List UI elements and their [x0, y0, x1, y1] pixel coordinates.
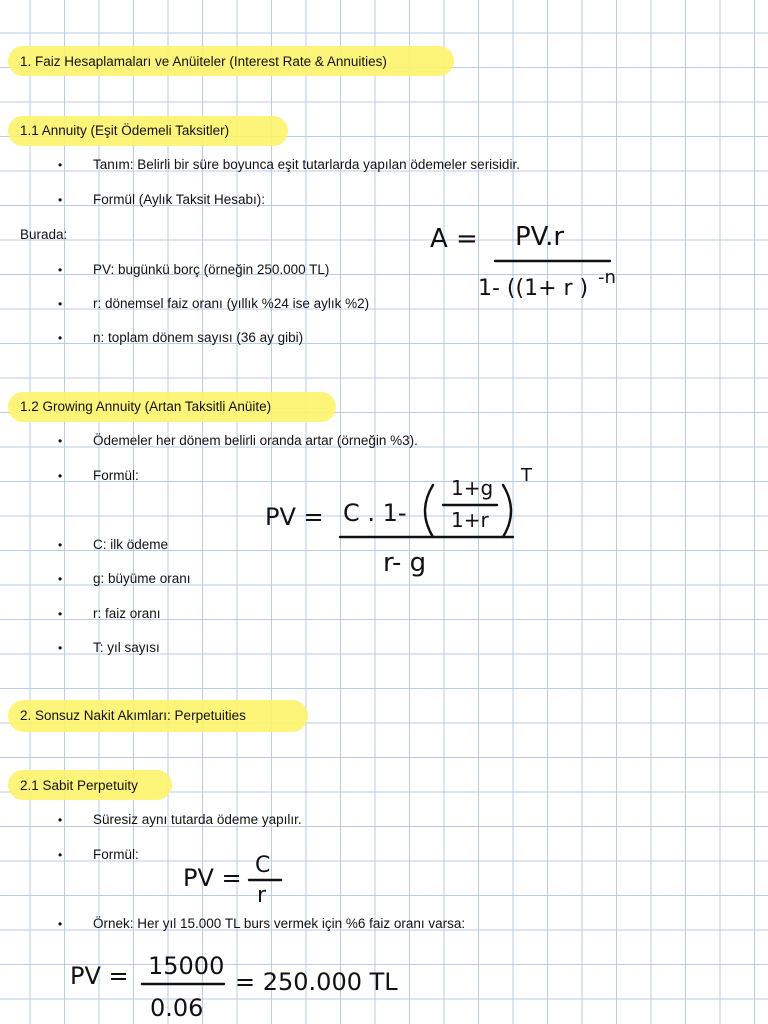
list-item: Formül:	[93, 468, 139, 483]
list-item: r: faiz oranı	[93, 606, 161, 621]
list-item: Tanım: Belirli bir süre boyunca eşit tutarlarda yapılan ödemeler serisidir.	[93, 157, 520, 172]
inner-denominator: 1+r	[451, 508, 489, 532]
bullet: •	[58, 434, 63, 448]
list-item: Örnek: Her yıl 15.000 TL burs vermek için %6 faiz oranı varsa:	[93, 916, 466, 931]
example-denominator: 0.06	[150, 994, 204, 1022]
bullet: •	[58, 193, 63, 207]
formula-numerator: PV.r	[515, 222, 565, 252]
bullet: •	[58, 607, 63, 621]
right-paren	[503, 485, 511, 537]
example-lhs: PV =	[70, 962, 129, 990]
bullet: •	[58, 813, 63, 827]
formula-c-term: C . 1-	[343, 499, 407, 527]
list-item: g: büyüme oranı	[93, 571, 191, 586]
formula-denominator: r- g	[383, 548, 427, 578]
bullet: •	[58, 848, 63, 862]
burada-label: Burada:	[20, 227, 68, 242]
bullet: •	[58, 538, 63, 552]
bullet: •	[58, 917, 63, 931]
example-result: = 250.000 TL	[235, 968, 398, 996]
list-item: Süresiz aynı tutarda ödeme yapılır.	[93, 812, 302, 827]
formula-denominator: 1- ((1+ r )	[478, 276, 589, 301]
bullet: •	[58, 572, 63, 586]
perpetuity-formula	[183, 850, 303, 910]
formula-lhs: PV =	[265, 503, 324, 531]
perpetuity-example	[70, 950, 430, 1022]
formula-lhs: PV =	[183, 864, 242, 892]
formula-lhs: A =	[430, 224, 478, 254]
bullet: •	[58, 263, 63, 277]
heading-annuity: 1.1 Annuity (Eşit Ödemeli Taksitler)	[20, 123, 230, 138]
heading-interest-annuities: 1. Faiz Hesaplamaları ve Anüiteler (Interest Rate & Annuities)	[20, 54, 387, 69]
bullet: •	[58, 641, 63, 655]
formula-exponent: -n	[598, 267, 616, 288]
formula-numerator: C	[255, 853, 271, 878]
list-item: Formül:	[93, 847, 139, 862]
list-item: PV: bugünkü borç (örneğin 250.000 TL)	[93, 262, 330, 277]
example-numerator: 15000	[148, 952, 225, 980]
bullet: •	[58, 469, 63, 483]
heading-growing-annuity: 1.2 Growing Annuity (Artan Taksitli Anüite)	[20, 399, 272, 414]
annuity-formula	[430, 215, 630, 305]
heading-constant-perpetuity: 2.1 Sabit Perpetuity	[20, 778, 138, 793]
bullet: •	[58, 158, 63, 172]
formula-exponent: T	[521, 465, 532, 486]
list-item: Ödemeler her dönem belirli oranda artar (örneğin %3).	[93, 433, 418, 448]
list-item: n: toplam dönem sayısı (36 ay gibi)	[93, 330, 304, 345]
inner-numerator: 1+g	[451, 476, 494, 500]
list-item: T: yıl sayısı	[93, 640, 160, 655]
heading-perpetuities: 2. Sonsuz Nakit Akımları: Perpetuities	[20, 708, 246, 723]
bullet: •	[58, 297, 63, 311]
formula-denominator: r	[257, 883, 267, 908]
list-item: r: dönemsel faiz oranı (yıllık %24 ise aylık %2)	[93, 296, 370, 311]
list-item: C: ilk ödeme	[93, 537, 169, 552]
growing-annuity-formula	[265, 465, 545, 580]
bullet: •	[58, 331, 63, 345]
list-item: Formül (Aylık Taksit Hesabı):	[93, 192, 266, 207]
left-paren	[425, 485, 433, 537]
